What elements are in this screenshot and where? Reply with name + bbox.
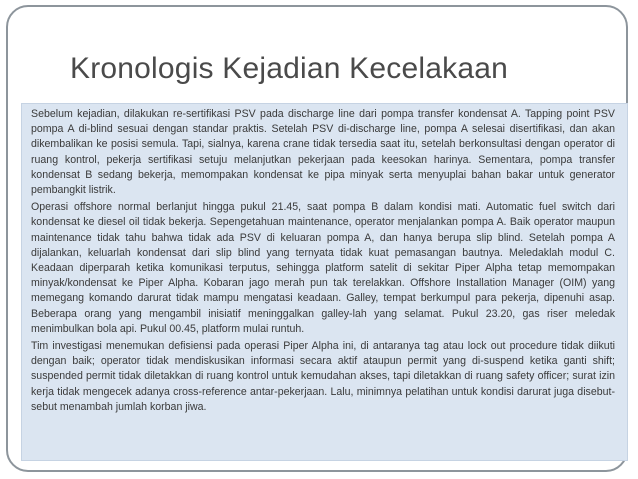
paragraph-investigation: Tim investigasi menemukan defisiensi pada operasi Piper Alpha ini, di antaranya tag atau lock out procedure tidak diikuti dengan baik; operator tidak mendiskusikan informasi secara aktif ataupun permit yang di-suspend ketika ganti shift; suspended permit tidak diletakkan di ruang kontrol untuk kemudahan akses, tapi diletakkan di ruang safety officer; surat izin kerja tidak mengecek adanya cross-reference antar-pekerjaan. Lalu, minimnya pelatihan untuk kondisi darurat juga disebut-sebut menambah jumlah korban jiwa.	[31, 340, 615, 413]
slide-title: Kronologis Kejadian Kecelakaan	[70, 52, 508, 85]
text-panel	[21, 103, 628, 461]
paragraph-chronology: Operasi offshore normal berlanjut hingga pukul 21.45, saat pompa B dalam kondisi mati. Automatic fuel switch dari kondensat ke diesel oil tidak bekerja. Sepengetahuan maintenance, operator menjalankan pompa A. Baik operator maupun maintenance tidak tahu bahwa tidak ada PSV di keluaran pompa A, dan hanya berupa slip blind. Setelah pompa A dijalankan, keluarlah kondensat dari slip blind yang ternyata tidak kuat pemasangan bautnya. Meledaklah modul C. Keadaan diperparah ketika komunikasi terputus, sehingga platform satelit di sekitar Piper Alpha tetap memompakan minyak/kondensat ke Piper Alpha. Kobaran jago merah pun tak terelakkan. Offshore Installation Manager (OIM) yang memegang komando darurat tidak mampu mengatasi keadaan. Galley, tempat berkumpul para pekerja, dipenuhi asap. Beberapa orang yang mengambil inisiatif meninggalkan galley-lah yang selamat. Pukul 23.20, gas riser meledak menimbulkan bola api. Pukul 00.45, platform mulai runtuh.	[31, 201, 615, 335]
paragraph-background: Sebelum kejadian, dilakukan re-sertifikasi PSV pada discharge line dari pompa transfer kondensat A. Tapping point PSV pompa A di-blind sesuai dengan standar praktis. Setelah PSV di-discharge line, pompa A selesai disertifikasi, dan akan dikembalikan ke posisi semula. Tapi, sialnya, karena crane tidak tersedia saat itu, setelah berkonsultasi dengan operator di ruang kontrol, pekerja sertifikasi setuju melanjutkan pekerjaan pada keesokan harinya. Sementara, pompa transfer kondensat B sedang bekerja, memompakan kondensat ke pipa minyak serta menyuplai bahan bakar untuk generator pembangkit listrik.	[31, 108, 615, 197]
